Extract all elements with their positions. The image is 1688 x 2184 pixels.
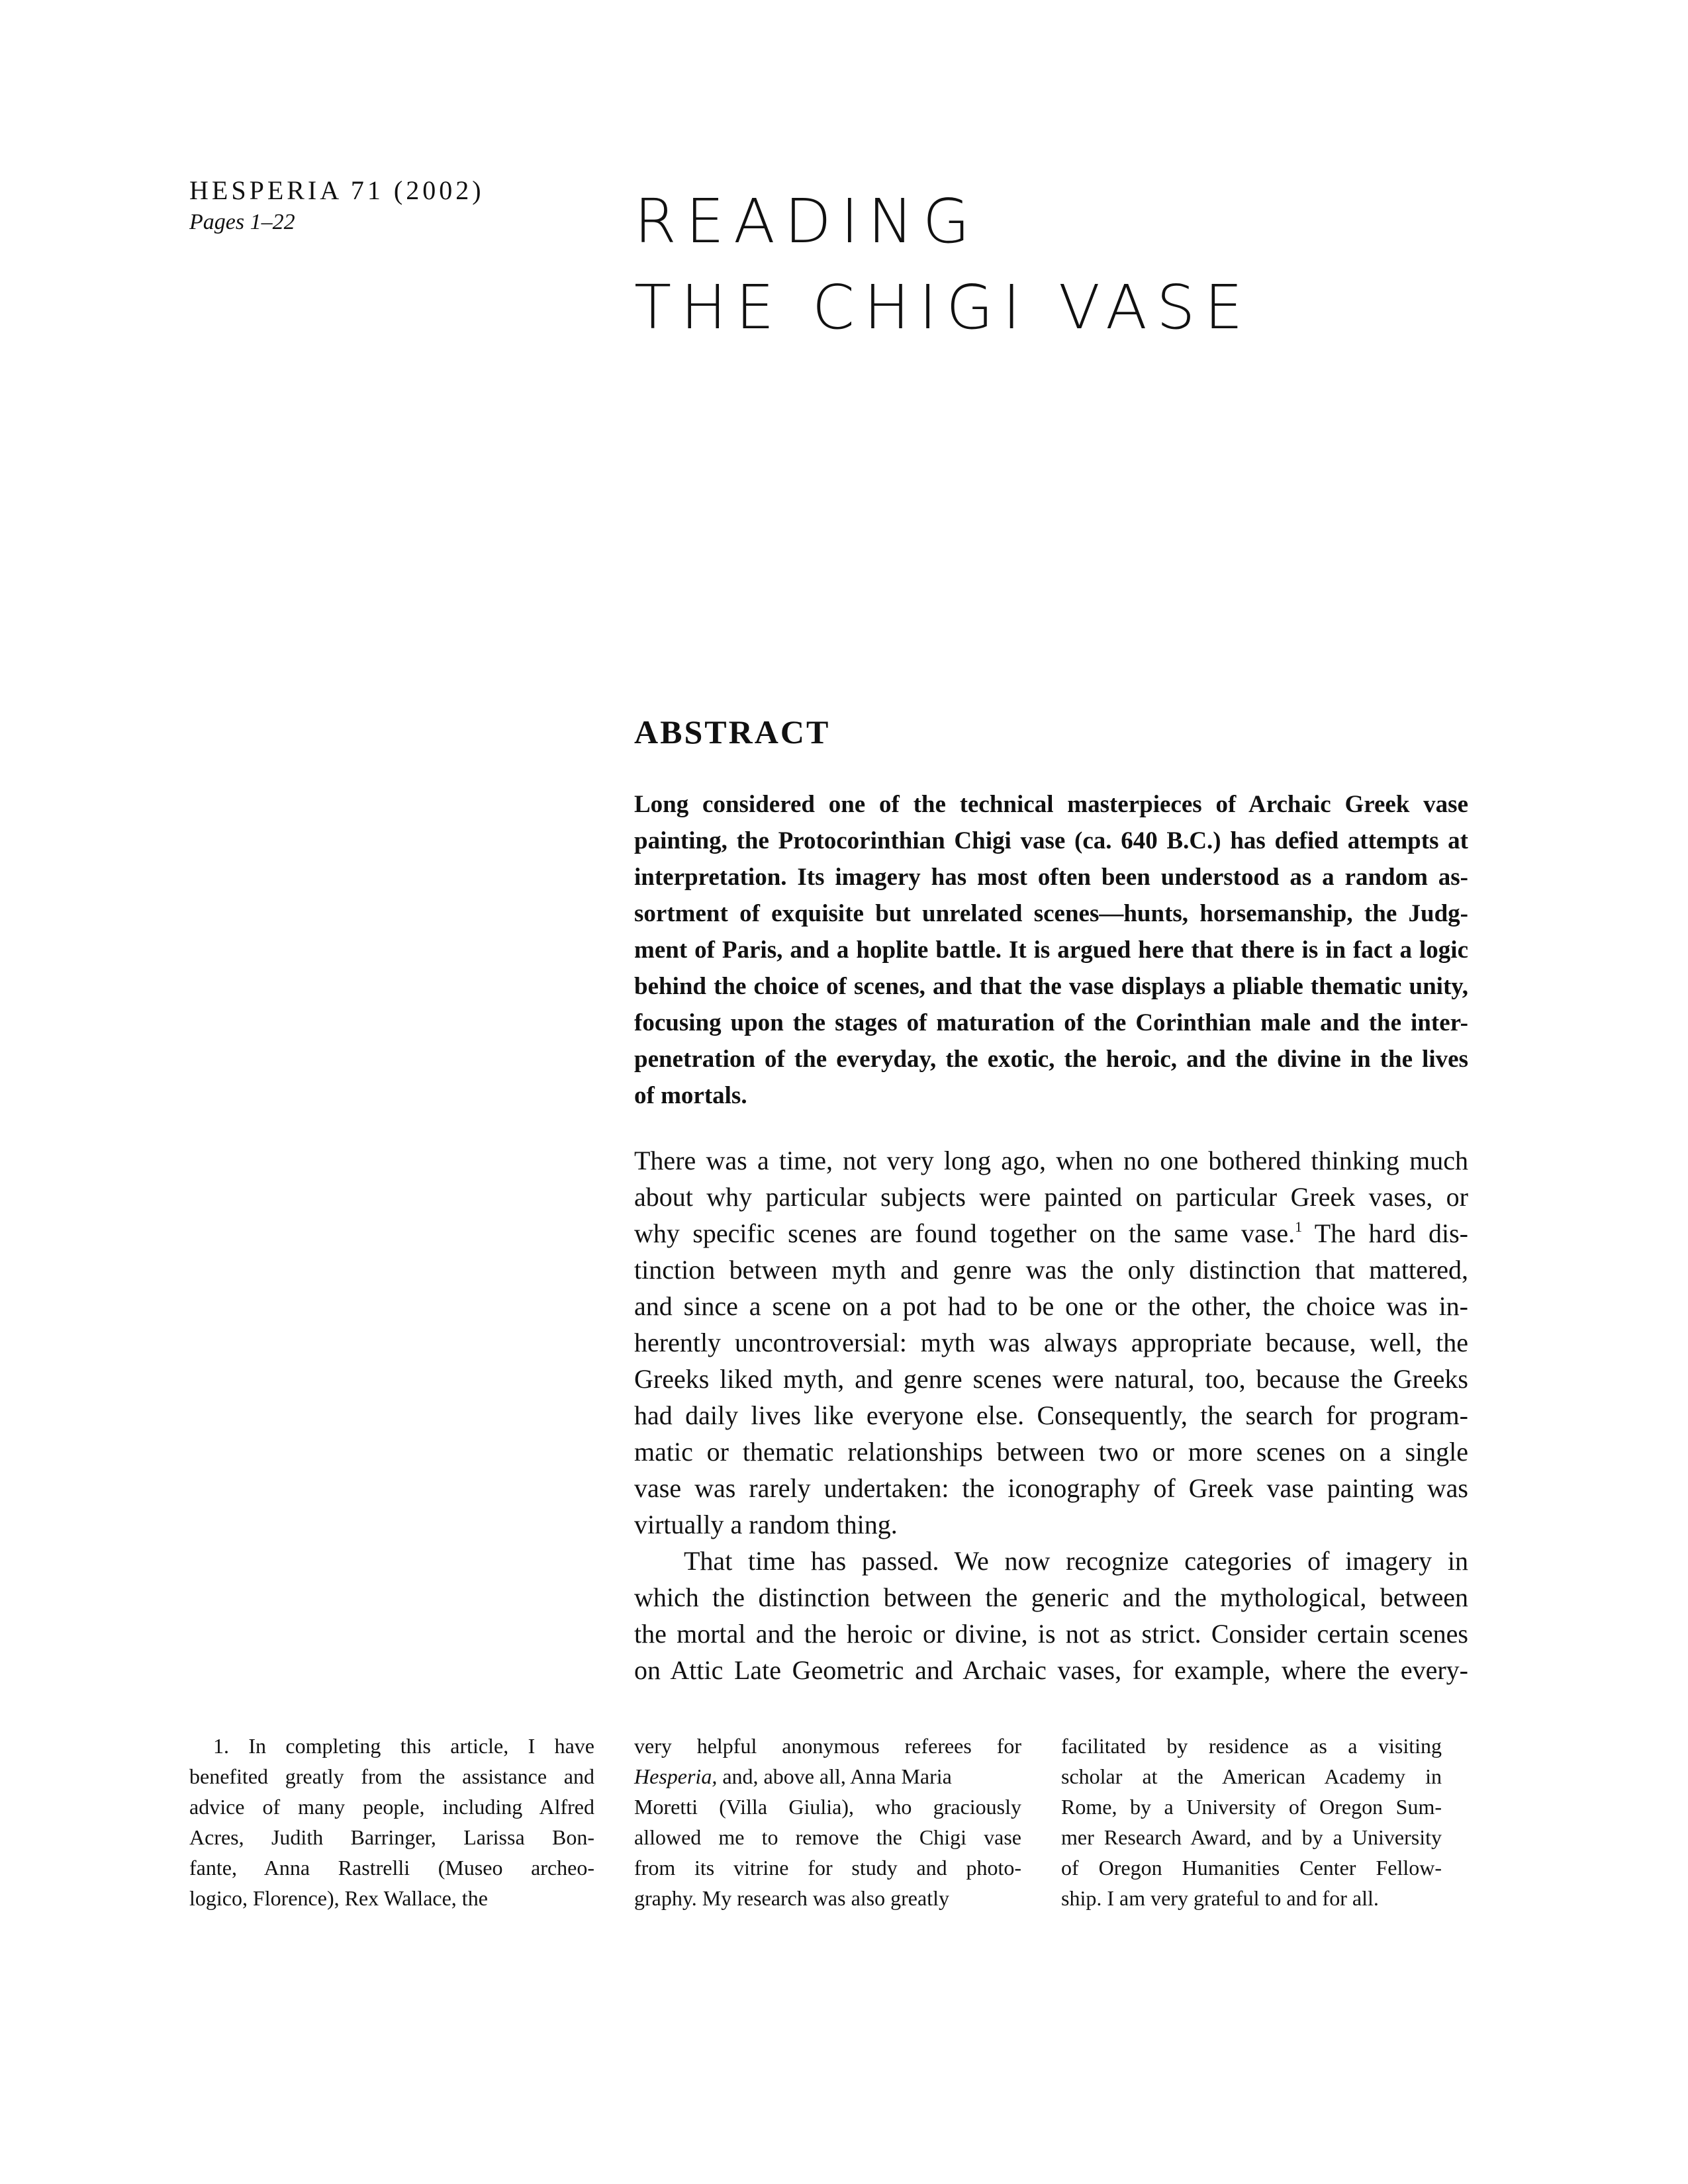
journal-name: HESPERIA 71 (2002) bbox=[189, 175, 485, 205]
body-line: That time has passed. We now recognize categories of imagery in bbox=[684, 1546, 1468, 1576]
abstract-line: Long considered one of the technical masterpieces of Archaic Greek vase bbox=[634, 791, 1468, 818]
footnote-line: 1. In completing this article, I have bbox=[213, 1734, 594, 1758]
footnote-line: ship. I am very grateful to and for all. bbox=[1061, 1886, 1379, 1910]
body-line-part: why specific scenes are found together on the same vase. bbox=[634, 1218, 1295, 1248]
footnote-line: logico, Florence), Rex Wallace, the bbox=[189, 1886, 488, 1910]
footnote-line bbox=[634, 1761, 1021, 1792]
body-line-with-footnote bbox=[634, 1215, 1468, 1251]
title-line-2: THE CHIGI VASE bbox=[634, 272, 1252, 343]
footnote-column-1 bbox=[189, 1731, 594, 1913]
abstract-line: focusing upon the stages of maturation of the Corinthian male and the inter- bbox=[634, 1009, 1468, 1036]
footnote-reference[interactable]: 1 bbox=[1295, 1218, 1303, 1235]
footnote-column-2 bbox=[634, 1731, 1021, 1913]
journal-info bbox=[189, 173, 534, 237]
body-line: tinction between myth and genre was the only distinction that mattered, bbox=[634, 1255, 1468, 1285]
body-line: on Attic Late Geometric and Archaic vases, for example, where the every- bbox=[634, 1655, 1468, 1685]
footnote-line: Acres, Judith Barringer, Larissa Bon- bbox=[189, 1825, 594, 1849]
footnote-line: from its vitrine for study and photo- bbox=[634, 1856, 1021, 1880]
body-line: which the distinction between the generic and the mythological, between bbox=[634, 1582, 1468, 1612]
abstract-line: interpretation. Its imagery has most often been understood as a random as- bbox=[634, 864, 1468, 891]
footnote-line: advice of many people, including Alfred bbox=[189, 1795, 594, 1819]
abstract-line: behind the choice of scenes, and that the vase displays a pliable thematic unity, bbox=[634, 973, 1468, 1000]
footnote-line: benefited greatly from the assistance and bbox=[189, 1764, 594, 1788]
abstract-line: of mortals. bbox=[634, 1082, 747, 1109]
footnote-line: mer Research Award, and by a University bbox=[1061, 1825, 1442, 1849]
body-line: There was a time, not very long ago, when no one bothered thinking much bbox=[634, 1146, 1468, 1175]
abstract-line: penetration of the everyday, the exotic, the heroic, and the divine in the lives bbox=[634, 1046, 1468, 1073]
footnote-line: very helpful anonymous referees for bbox=[634, 1734, 1021, 1758]
body-line-part: The hard dis- bbox=[1302, 1218, 1468, 1248]
abstract-line: painting, the Protocorinthian Chigi vase (ca. 640 B.C.) has defied attempts at bbox=[634, 827, 1468, 854]
body-line: herently uncontroversial: myth was always appropriate because, well, the bbox=[634, 1328, 1468, 1357]
article-title bbox=[634, 179, 1495, 351]
body-line: and since a scene on a pot had to be one or the other, the choice was in- bbox=[634, 1291, 1468, 1321]
body-line: the mortal and the heroic or divine, is not as strict. Consider certain scenes bbox=[634, 1619, 1468, 1649]
page-range: Pages 1–22 bbox=[189, 210, 295, 234]
footnote-line: Rome, by a University of Oregon Sum- bbox=[1061, 1795, 1442, 1819]
abstract-heading: ABSTRACT bbox=[634, 713, 831, 751]
body-line: about why particular subjects were painted on particular Greek vases, or bbox=[634, 1182, 1468, 1212]
body-line: Greeks liked myth, and genre scenes were natural, too, because the Greeks bbox=[634, 1364, 1468, 1394]
abstract-text bbox=[634, 786, 1468, 1114]
footnote-line: facilitated by residence as a visiting bbox=[1061, 1734, 1442, 1758]
title-line-1: READING bbox=[634, 186, 980, 257]
footnote-line: fante, Anna Rastrelli (Museo archeo- bbox=[189, 1856, 594, 1880]
abstract-line: sortment of exquisite but unrelated scenes—hunts, horsemanship, the Judg- bbox=[634, 900, 1468, 927]
footnote-line: scholar at the American Academy in bbox=[1061, 1764, 1442, 1788]
footnote-line: of Oregon Humanities Center Fellow- bbox=[1061, 1856, 1442, 1880]
body-line: had daily lives like everyone else. Consequently, the search for program- bbox=[634, 1400, 1468, 1430]
footnote-line: Moretti (Villa Giulia), who graciously bbox=[634, 1795, 1021, 1819]
footnote-line-part: and, above all, Anna Maria bbox=[717, 1764, 952, 1788]
abstract-line: ment of Paris, and a hoplite battle. It is argued here that there is in fact a logic bbox=[634, 936, 1468, 964]
body-line: virtually a random thing. bbox=[634, 1510, 898, 1539]
footnote-line: allowed me to remove the Chigi vase bbox=[634, 1825, 1021, 1849]
body-line: vase was rarely undertaken: the iconography of Greek vase painting was bbox=[634, 1473, 1468, 1503]
body-line: matic or thematic relationships between two or more scenes on a single bbox=[634, 1437, 1468, 1467]
journal-italic: Hesperia, bbox=[634, 1764, 718, 1788]
footnote-line: graphy. My research was also greatly bbox=[634, 1886, 949, 1910]
body-text bbox=[634, 1142, 1468, 1688]
footnote-column-3 bbox=[1061, 1731, 1442, 1913]
